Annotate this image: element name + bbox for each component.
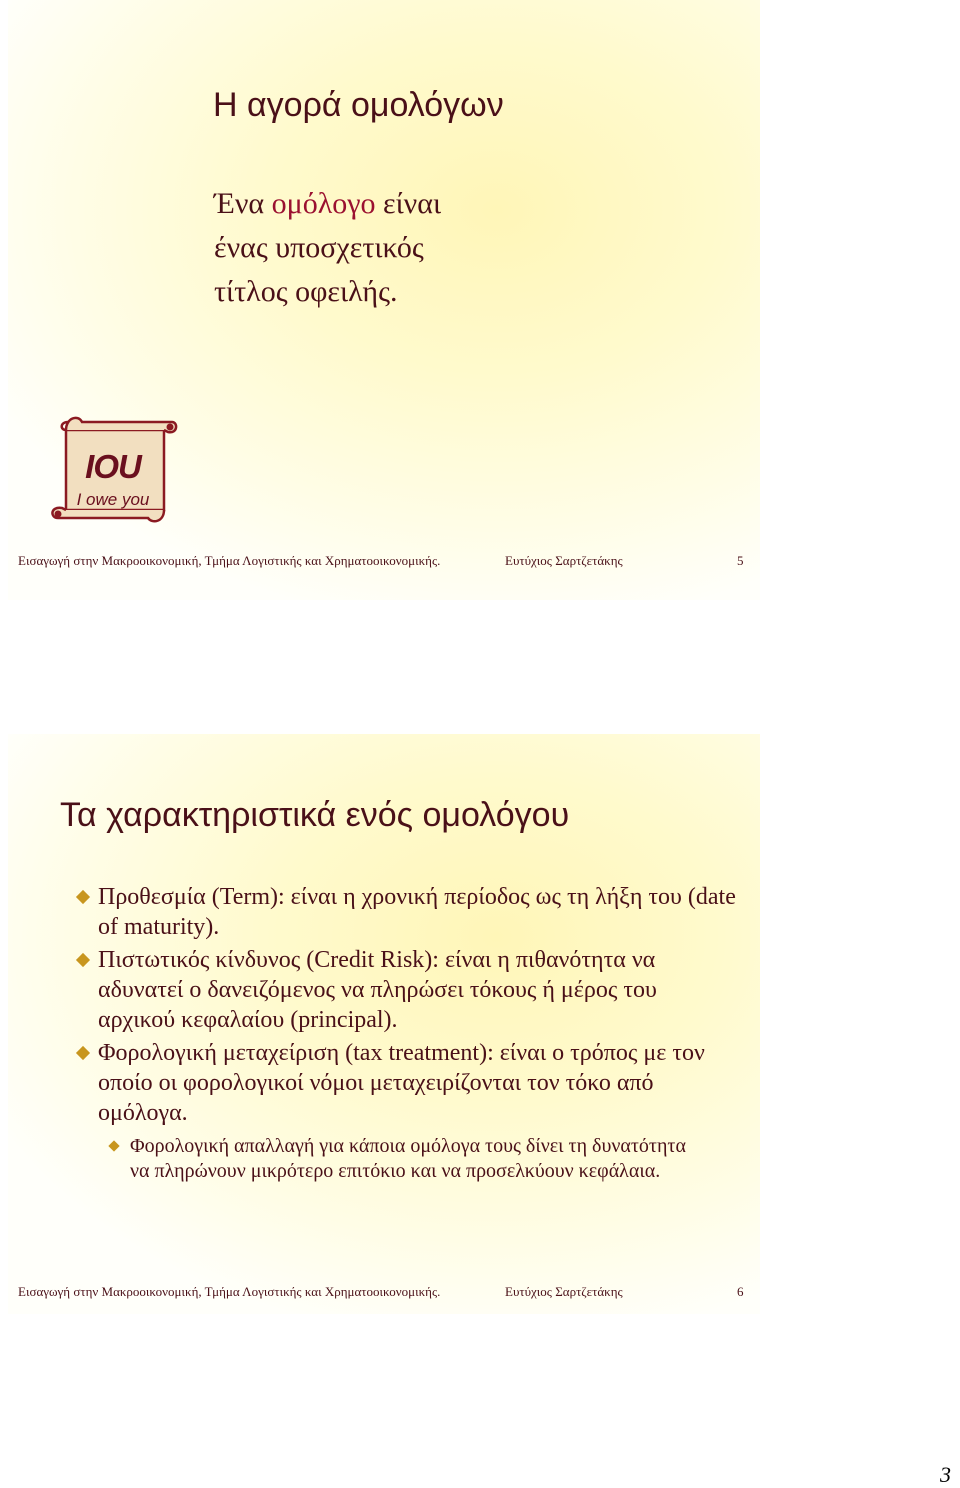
definition-line-2: ένας υποσχετικός — [214, 231, 424, 264]
definition-line-1: Ένα ομόλογο είναι — [214, 187, 442, 220]
sub-bullet-item: Φορολογική απαλλαγή για κάποια ομόλογα τους δίνει τη δυνατότητα να πληρώνουν μικρότερο επιτόκιο και να προσελκύουν κεφάλαια. — [108, 1134, 690, 1184]
page-number: 3 — [940, 1462, 951, 1487]
scroll-title: IOU — [85, 448, 141, 485]
diamond-bullet-icon — [76, 890, 90, 904]
bond-definition — [214, 182, 441, 314]
diamond-bullet-icon — [108, 1140, 119, 1151]
footer-course: Εισαγωγή στην Μακροοικονομική, Τμήμα Λογιστικής και Χρηματοοικονομικής. — [18, 1284, 441, 1299]
scroll-subtitle: I owe you — [76, 490, 150, 509]
footer-author: Ευτύχιος Σαρτζετάκης — [505, 553, 623, 568]
definition-line-3: τίτλος οφειλής. — [214, 275, 398, 308]
slide-5 — [8, 0, 760, 600]
slide-title: Η αγορά ομολόγων — [213, 86, 504, 124]
slide-6 — [8, 734, 760, 1314]
diamond-bullet-icon — [76, 1046, 90, 1060]
bullet-list — [8, 882, 736, 1184]
diamond-bullet-icon — [76, 953, 90, 967]
bullet-item: Φορολογική μεταχείριση (tax treatment): είναι ο τρόπος με τον οποίο οι φορολογικοί νόμοι μεταχειρίζονται τον τόκο από ομόλογα. — [76, 1038, 738, 1128]
iou-scroll-illustration — [46, 410, 180, 526]
highlighted-term: ομόλογο — [271, 187, 376, 220]
footer-author: Ευτύχιος Σαρτζετάκης — [505, 1284, 623, 1299]
footer-slide-number: 6 — [737, 1284, 744, 1299]
bullet-item: Προθεσμία (Term): είναι η χρονική περίοδος ως τη λήξη του (date of maturity). — [76, 882, 738, 942]
footer-course: Εισαγωγή στην Μακροοικονομική, Τμήμα Λογιστικής και Χρηματοοικονομικής. — [18, 553, 441, 568]
slide-title: Τα χαρακτηριστικά ενός ομολόγου — [60, 796, 570, 834]
footer-slide-number: 5 — [737, 553, 744, 568]
bullet-item: Πιστωτικός κίνδυνος (Credit Risk): είναι η πιθανότητα να αδυνατεί ο δανειζόμενος να πληρώσει τόκους ή μέρος του αρχικού κεφαλαίου (principal). — [76, 945, 738, 1035]
